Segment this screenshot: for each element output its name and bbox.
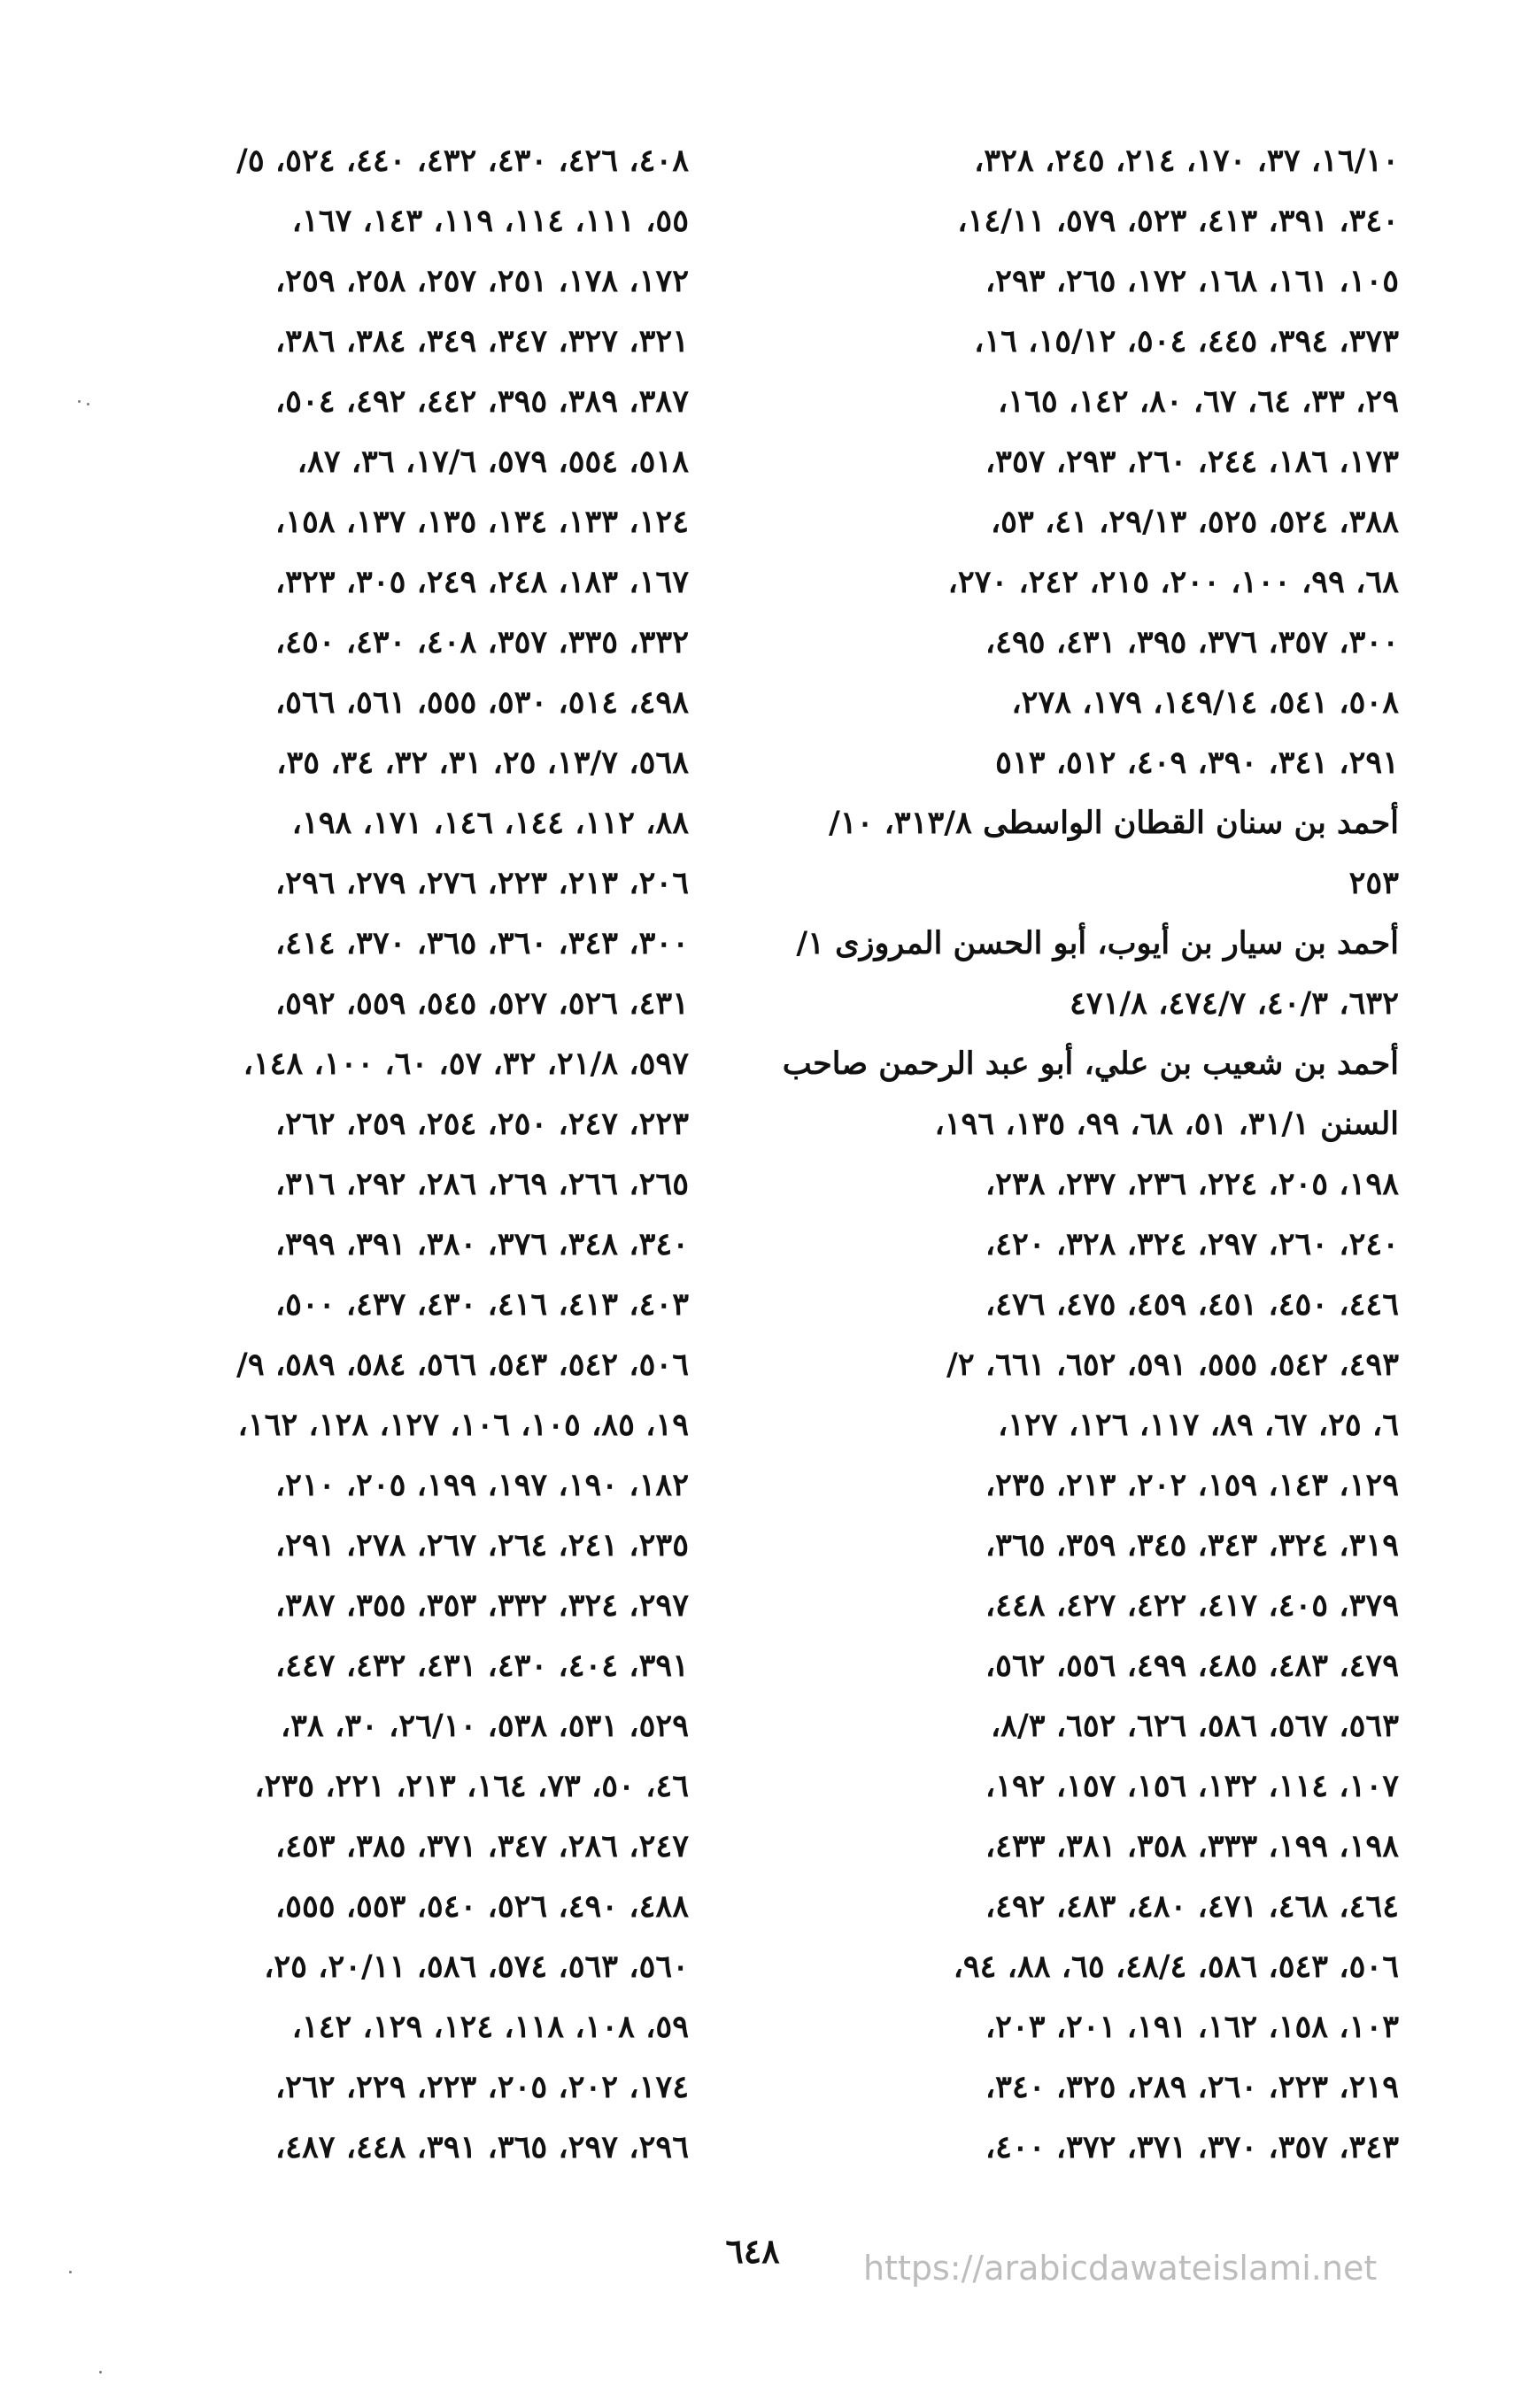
watermark-url: https://arabicdawateislami.net xyxy=(863,2249,1378,2288)
index-line: ٣٠٠، ٣٥٧، ٣٧٦، ٣٩٥، ٤٣١، ٤٩٥، xyxy=(985,624,1399,660)
index-line: ١٠٣، ١٥٨، ١٦٢، ١٩١، ٢٠١، ٢٠٣، xyxy=(985,2009,1399,2045)
index-line: ٣٧٣، ٣٩٤، ٤٤٥، ٥٠٤، ١٥/١٢، ١٦، xyxy=(974,323,1399,359)
scan-speck xyxy=(99,2371,102,2373)
index-line: ٢٥٣ xyxy=(1348,865,1399,901)
index-line: ١٢٩، ١٤٣، ١٥٩، ٢٠٢، ٢١٣، ٢٣٥، xyxy=(985,1467,1399,1503)
index-line: ٣٠٠، ٣٤٣، ٣٦٠، ٣٦٥، ٣٧٠، ٤١٤، xyxy=(274,925,689,961)
index-line: ٨٨، ١١٢، ١٤٤، ١٤٦، ١٧١، ١٩٨، xyxy=(291,805,689,841)
index-line: ٣٤٠، ٣٩١، ٤١٣، ٥٢٣، ٥٧٩، ١٤/١١، xyxy=(957,203,1399,239)
index-line: ٢٦٥، ٢٦٦، ٢٦٩، ٢٨٦، ٢٩٢، ٣١٦، xyxy=(274,1166,689,1202)
index-line: ٤٦٤، ٤٦٨، ٤٧١، ٤٨٠، ٤٨٣، ٤٩٢، xyxy=(985,1888,1399,1925)
index-line: ٣٢١، ٣٢٧، ٣٤٧، ٣٤٩، ٣٨٤، ٣٨٦، xyxy=(274,323,689,359)
index-line: ١٩، ٨٥، ١٠٥، ١٠٦، ١٢٧، ١٢٨، ١٦٢، xyxy=(237,1407,689,1443)
index-line: ١٦٧، ١٨٣، ٢٤٨، ٢٤٩، ٣٠٥، ٣٢٣، xyxy=(274,564,689,600)
index-line: أحمد بن شعيب بن علي، أبو عبد الرحمن صاحب xyxy=(782,1046,1399,1082)
index-line: ٢١٩، ٢٢٣، ٢٦٠، ٢٨٩، ٣٢٥، ٣٤٠، xyxy=(985,2069,1399,2105)
index-line: ٣٨٧، ٣٨٩، ٣٩٥، ٤٤٢، ٤٩٢، ٥٠٤، xyxy=(274,383,689,420)
index-line: ٤٠٣، ٤١٣، ٤١٦، ٤٣٠، ٤٣٧، ٥٠٠، xyxy=(274,1286,689,1323)
scan-speck xyxy=(78,400,81,403)
index-line: ٥٦٨، ١٣/٧، ٢٥، ٣١، ٣٢، ٣٤، ٣٥، xyxy=(276,745,689,781)
index-column-right xyxy=(782,131,1399,2178)
index-line: ١٠٧، ١١٤، ١٣٢، ١٥٦، ١٥٧، ١٩٢، xyxy=(985,1768,1399,1804)
index-line: ١٨٢، ١٩٠، ١٩٧، ١٩٩، ٢٠٥، ٢١٠، xyxy=(274,1467,689,1503)
index-line: ٥٠٦، ٥٤٣، ٥٨٦، ٤٨/٤، ٦٥، ٨٨، ٩٤، xyxy=(953,1949,1399,1985)
index-line: ٢٢٣، ٢٤٧، ٢٥٠، ٢٥٤، ٢٥٩، ٢٦٢، xyxy=(274,1106,689,1142)
scan-speck xyxy=(87,403,89,405)
index-line: ٣١٩، ٣٢٤، ٣٤٣، ٣٤٥، ٣٥٩، ٣٦٥، xyxy=(985,1527,1399,1563)
page-number: ٦٤٨ xyxy=(725,2231,780,2271)
index-line: أحمد بن سيار بن أيوب، أبو الحسن المروزى ١/ xyxy=(796,925,1399,961)
index-line: ٣٤٣، ٣٥٧، ٣٧٠، ٣٧١، ٣٧٢، ٤٠٠، xyxy=(985,2129,1399,2165)
index-line: ١٧٤، ٢٠٢، ٢٠٥، ٢٢٣، ٢٢٩، ٢٦٢، xyxy=(274,2069,689,2105)
index-line: ٦٨، ٩٩، ١٠٠، ٢٠٠، ٢١٥، ٢٤٢، ٢٧٠، xyxy=(947,564,1399,600)
index-line: ٥٦٠، ٥٦٣، ٥٧٤، ٥٨٦، ٢٠/١١، ٢٥، xyxy=(264,1949,689,1985)
index-line: ٥٩٧، ٢١/٨، ٣٢، ٥٧، ٦٠، ١٠٠، ١٤٨، xyxy=(243,1046,689,1082)
index-line: ١٧٣، ١٨٦، ٢٤٤، ٢٦٠، ٢٩٣، ٣٥٧، xyxy=(985,444,1399,480)
index-line: ٥٥، ١١١، ١١٤، ١١٩، ١٤٣، ١٦٧، xyxy=(291,203,689,239)
index-line: ٤٩٣، ٥٤٢، ٥٥٥، ٥٩١، ٦٥٢، ٦٦١، ٢/ xyxy=(946,1347,1399,1383)
index-line: ٤٤٦، ٤٥٠، ٤٥١، ٤٥٩، ٤٧٥، ٤٧٦، xyxy=(985,1286,1399,1323)
index-line: ٣٩١، ٤٠٤، ٤٣٠، ٤٣١، ٤٣٢، ٤٤٧، xyxy=(274,1648,689,1684)
index-line: ١٠٥، ١٦١، ١٦٨، ١٧٢، ٢٦٥، ٢٩٣، xyxy=(985,263,1399,299)
index-line: ١٩٨، ٢٠٥، ٢٢٤، ٢٣٦، ٢٣٧، ٢٣٨، xyxy=(985,1166,1399,1202)
index-line: ٤٩٨، ٥١٤، ٥٣٠، ٥٥٥، ٥٦١، ٥٦٦، xyxy=(274,684,689,721)
index-line: ١٢٤، ١٣٣، ١٣٤، ١٣٥، ١٣٧، ١٥٨، xyxy=(274,504,689,540)
index-line: ١٩٨، ١٩٩، ٣٣٣، ٣٥٨، ٣٨١، ٤٣٣، xyxy=(985,1828,1399,1864)
index-line: ٢٩٦، ٢٩٧، ٣٦٥، ٣٩١، ٤٤٨، ٤٨٧، xyxy=(274,2129,689,2165)
index-line: ٢٣٥، ٢٤١، ٢٦٤، ٢٦٧، ٢٧٨، ٢٩١، xyxy=(274,1527,689,1563)
index-line: ٥٦٣، ٥٦٧، ٥٨٦، ٦٢٦، ٦٥٢، ٨/٣، xyxy=(990,1708,1399,1744)
index-line: ٥١٨، ٥٥٤، ٥٧٩، ١٧/٦، ٣٦، ٨٧، xyxy=(297,444,689,480)
index-column-left xyxy=(122,131,689,2178)
index-line: ٤٦، ٥٠، ٧٣، ١٦٤، ٢١٣، ٢٢١، ٢٣٥، xyxy=(254,1768,689,1804)
index-line: ٤٨٨، ٤٩٠، ٥٢٦، ٥٤٠، ٥٥٣، ٥٥٥، xyxy=(274,1888,689,1925)
index-line: ٢٩٧، ٣٢٤، ٣٣٢، ٣٥٣، ٣٥٥، ٣٨٧، xyxy=(274,1587,689,1624)
index-line: ٣٣٢، ٣٣٥، ٣٥٧، ٤٠٨، ٤٣٠، ٤٥٠، xyxy=(274,624,689,660)
index-line: ١٧٢، ١٧٨، ٢٥١، ٢٥٧، ٢٥٨، ٢٥٩، xyxy=(274,263,689,299)
index-line: أحمد بن سنان القطان الواسطى ٣١٣/٨، ١٠/ xyxy=(829,805,1399,841)
index-line: ٥٠٨، ٥٤١، ١٤٩/١٤، ١٧٩، ٢٧٨، xyxy=(1011,684,1399,721)
index-line: ٣٨٨، ٥٢٤، ٥٢٥، ٢٩/١٣، ٤١، ٥٣، xyxy=(990,504,1399,540)
index-line: السنن ٣١/١، ٥١، ٦٨، ٩٩، ١٣٥، ١٩٦، xyxy=(934,1106,1399,1142)
index-line: ٤٧٩، ٤٨٣، ٤٨٥، ٤٩٩، ٥٥٦، ٥٦٢، xyxy=(985,1648,1399,1684)
index-line: ١٦/١٠، ٣٧، ١٧٠، ٢١٤، ٢٤٥، ٣٢٨، xyxy=(974,143,1399,179)
index-line: ٤٠٨، ٤٢٦، ٤٣٠، ٤٣٢، ٤٤٠، ٥٢٤، ٥/ xyxy=(236,143,689,179)
index-line: ٢٤٠، ٢٦٠، ٢٩٧، ٣٢٤، ٣٢٨، ٤٢٠، xyxy=(985,1226,1399,1262)
index-line: ٢٩، ٣٣، ٦٤، ٦٧، ٨٠، ١٤٢، ١٦٥، xyxy=(997,383,1399,420)
index-line: ٥٠٦، ٥٤٢، ٥٤٣، ٥٦٦، ٥٨٤، ٥٨٩، ٩/ xyxy=(236,1347,689,1383)
scan-speck xyxy=(69,2271,72,2273)
index-line: ٦، ٢٥، ٦٧، ٨٩، ١١٧، ١٢٦، ١٢٧، xyxy=(997,1407,1399,1443)
index-line: ٢٩١، ٣٤١، ٣٩٠، ٤٠٩، ٥١٢، ٥١٣ xyxy=(995,745,1399,781)
index-line: ٦٣٢، ٤٠/٣، ٤٧٤/٧، ٤٧١/٨ xyxy=(1069,985,1399,1022)
index-line: ٢٤٧، ٢٨٦، ٣٤٧، ٣٧١، ٣٨٥، ٤٥٣، xyxy=(274,1828,689,1864)
index-line: ٣٧٩، ٤٠٥، ٤١٧، ٤٢٢، ٤٢٧، ٤٤٨، xyxy=(985,1587,1399,1624)
index-line: ٥٢٩، ٥٣١، ٥٣٨، ٢٦/١٠، ٣٠، ٣٨، xyxy=(280,1708,689,1744)
index-line: ٥٩، ١٠٨، ١١٨، ١٢٤، ١٢٩، ١٤٢، xyxy=(291,2009,689,2045)
index-line: ٤٣١، ٥٢٦، ٥٢٧، ٥٤٥، ٥٥٩، ٥٩٢، xyxy=(274,985,689,1022)
index-line: ٢٠٦، ٢١٣، ٢٢٣، ٢٧٦، ٢٧٩، ٢٩٦، xyxy=(274,865,689,901)
index-line: ٣٤٠، ٣٤٨، ٣٧٦، ٣٨٠، ٣٩١، ٣٩٩، xyxy=(274,1226,689,1262)
